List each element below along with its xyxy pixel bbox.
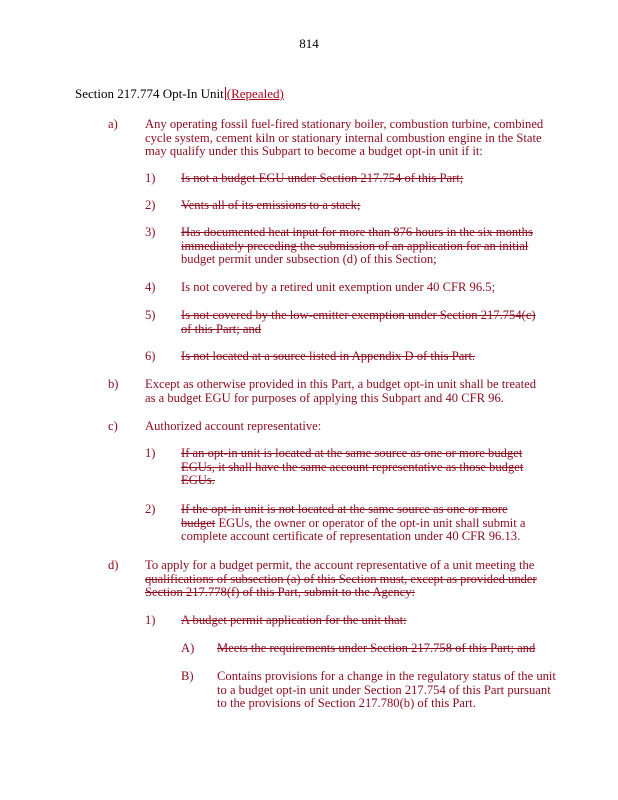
item-a5-label: 5) — [145, 308, 156, 322]
item-c1-label: 1) — [145, 446, 156, 460]
subsection-c-label: c) — [108, 419, 118, 433]
subsection-c-text: Authorized account representative: — [145, 419, 322, 433]
item-c2-text: If the opt-in unit is not located at the same source as one or more budget EGUs, the owner or operator of the opt-in unit shall submit a complete account certificate of representation under 40 CFR 96.13. — [181, 502, 526, 543]
repealed-label: (Repealed) — [226, 86, 284, 101]
item-c1-text: If an opt-in unit is located at the same source as one or more budget EGUs, it shall have the same account representative as those budget EGUs. — [181, 446, 524, 487]
page-number: 814 — [299, 36, 319, 51]
section-title: Section 217.774 Opt-In Unit — [75, 86, 224, 101]
subsection-d-text: To apply for a budget permit, the account representative of a unit meeting the qualifications of subsection (a) of this Section must, except as provided under Section 217.778(f) of this Part, submit to the Agency: — [145, 558, 537, 599]
subsection-b-text: Except as otherwise provided in this Part, a budget opt-in unit shall be treated as a budget EGU for purposes of applying this Subpart and 40 CFR 96. — [145, 377, 537, 405]
item-a2-text: Vents all of its emissions to a stack; — [181, 198, 361, 212]
subitem-dA-label: A) — [181, 641, 195, 655]
subitem-dB-text: Contains provisions for a change in the regulatory status of the unit to a budget opt-in unit under Section 217.754 of this Part pursuant to the provisions of Section 217.780(b) of this Part. — [217, 669, 556, 710]
cursor-mark — [225, 87, 226, 100]
item-a5-text: Is not covered by the low-emitter exemption under Section 217.754(c) of this Part; and — [181, 308, 536, 336]
subsection-b-label: b) — [108, 377, 119, 391]
item-a6-label: 6) — [145, 349, 156, 363]
item-a3-text: Has documented heat input for more than 876 hours in the six months immediately preceding the submission of an application for an initial budget permit under subsection (d) of this Section; — [181, 225, 533, 266]
section-heading — [75, 86, 284, 102]
item-a1-label: 1) — [145, 171, 156, 185]
subsection-a-text: Any operating fossil fuel-fired stationary boiler, combustion turbine, combined cycle system, cement kiln or stationary internal combustion engine in the State may qualify under this Subpart to become a budget opt-in unit if it: — [145, 117, 544, 158]
item-a4-text: Is not covered by a retired unit exemption under 40 CFR 96.5; — [181, 280, 496, 294]
item-a1-text: Is not a budget EGU under Section 217.754 of this Part; — [181, 171, 464, 185]
item-a6-text: Is not located at a source listed in Appendix D of this Part. — [181, 349, 476, 363]
subsection-a-label: a) — [108, 117, 118, 131]
subitem-dA-text: Meets the requirements under Section 217.758 of this Part; and — [217, 641, 536, 655]
item-c2-label: 2) — [145, 502, 156, 516]
item-d1-text: A budget permit application for the unit that: — [181, 613, 407, 627]
item-d1-label: 1) — [145, 613, 156, 627]
subitem-dB-label: B) — [181, 669, 194, 683]
item-a3-label: 3) — [145, 225, 156, 239]
subsection-d-label: d) — [108, 558, 119, 572]
item-a2-label: 2) — [145, 198, 156, 212]
item-a4-label: 4) — [145, 280, 156, 294]
